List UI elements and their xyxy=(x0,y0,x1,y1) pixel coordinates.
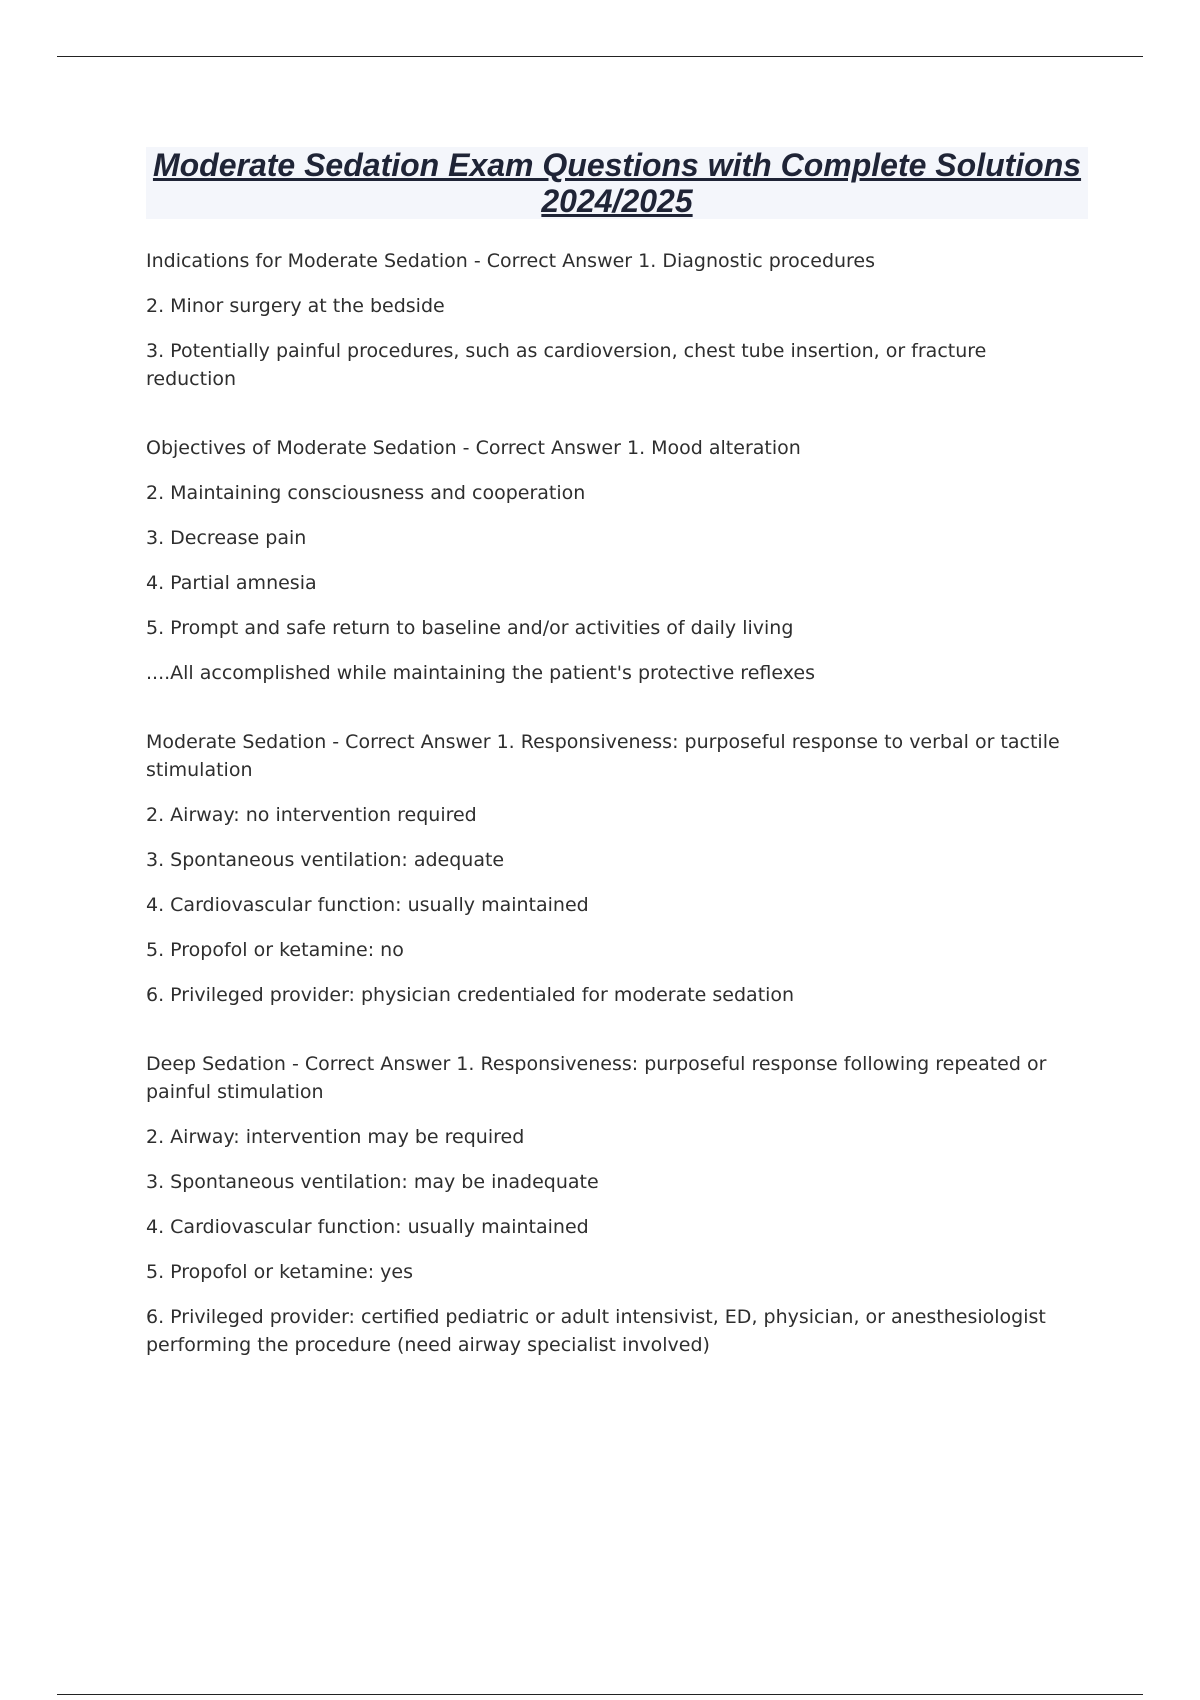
entry-line: Objectives of Moderate Sedation - Correct Answer 1. Mood alteration xyxy=(146,437,801,459)
entry-line: 2. Maintaining consciousness and cooperation xyxy=(146,482,586,504)
entry-line: Indications for Moderate Sedation - Correct Answer 1. Diagnostic procedures xyxy=(146,250,876,272)
title-line-2: 2024/2025 xyxy=(541,183,693,219)
entry-line: 2. Airway: intervention may be required xyxy=(146,1126,525,1148)
entry-line: Deep Sedation - Correct Answer 1. Responsiveness: purposeful response following repeated or painful stimulation xyxy=(146,1053,1047,1103)
entry-line: 6. Privileged provider: physician credentialed for moderate sedation xyxy=(146,984,795,1006)
entry-line: 6. Privileged provider: certified pediatric or adult intensivist, ED, physician, or anesthesiologist performing the procedure (need airway specialist involved) xyxy=(146,1306,1046,1356)
entry-line: 4. Cardiovascular function: usually maintained xyxy=(146,894,589,916)
entry-line: 4. Cardiovascular function: usually maintained xyxy=(146,1216,589,1238)
qa-entry-moderate-sedation xyxy=(146,728,1076,1009)
entry-line: Moderate Sedation - Correct Answer 1. Responsiveness: purposeful response to verbal or tactile stimulation xyxy=(146,731,1060,781)
entry-line: 3. Spontaneous ventilation: adequate xyxy=(146,849,505,871)
entry-line: 2. Minor surgery at the bedside xyxy=(146,295,445,317)
qa-entry-indications xyxy=(146,247,1076,393)
entry-line: ....All accomplished while maintaining the patient's protective reflexes xyxy=(146,662,815,684)
entry-line: 5. Propofol or ketamine: yes xyxy=(146,1261,414,1283)
qa-entry-objectives xyxy=(146,434,1076,687)
title-line-1: Moderate Sedation Exam Questions with Complete Solutions xyxy=(152,147,1082,183)
document-body xyxy=(146,247,1076,1359)
bottom-rule xyxy=(57,1694,1143,1695)
entry-line: 2. Airway: no intervention required xyxy=(146,804,477,826)
entry-line: 5. Prompt and safe return to baseline and/or activities of daily living xyxy=(146,617,794,639)
entry-line: 3. Spontaneous ventilation: may be inadequate xyxy=(146,1171,599,1193)
top-rule xyxy=(57,56,1143,57)
document-title xyxy=(146,147,1088,219)
entry-line: 3. Decrease pain xyxy=(146,527,307,549)
entry-line: 5. Propofol or ketamine: no xyxy=(146,939,404,961)
qa-entry-deep-sedation xyxy=(146,1050,1076,1359)
entry-line: 4. Partial amnesia xyxy=(146,572,317,594)
entry-line: 3. Potentially painful procedures, such as cardioversion, chest tube insertion, or fracture reduction xyxy=(146,340,987,390)
